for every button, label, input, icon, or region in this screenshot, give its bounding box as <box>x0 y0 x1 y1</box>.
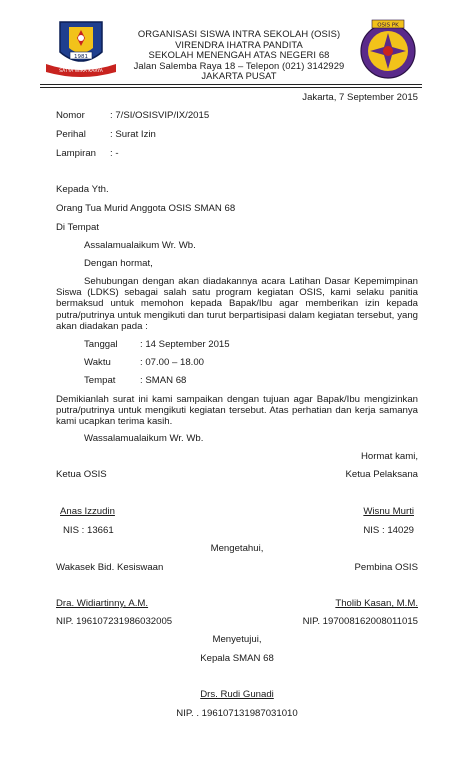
letterhead-name: VIRENDRA IHATRA PANDITA <box>175 38 303 50</box>
mengetahui-label: Mengetahui, <box>210 543 264 554</box>
wakasek-title: Wakasek Bid. Kesiswaan <box>56 562 164 573</box>
wakasek-nip: NIP. 196107231986032005 <box>56 616 173 627</box>
nomor-value: : 7/SI/OSISVIP/IX/2015 <box>110 110 210 121</box>
lampiran-value: : - <box>110 148 119 159</box>
letterhead-city: JAKARTA PUSAT <box>201 70 277 82</box>
nomor-label: Nomor <box>56 110 85 121</box>
header-divider-thin <box>40 87 422 88</box>
letterhead <box>122 29 356 82</box>
kepala-title: Kepala SMAN 68 <box>200 653 274 664</box>
recipient-place: Di Tempat <box>56 222 100 233</box>
ketua-osis-name: Anas Izzudin <box>60 506 115 517</box>
perihal-label: Perihal <box>56 129 86 140</box>
logo-year: 1981 <box>74 54 88 60</box>
letter-date: Jakarta, 7 September 2015 <box>302 92 418 103</box>
osis-logo <box>357 18 419 80</box>
hormat-kami: Hormat kami, <box>360 451 418 462</box>
perihal-value: : Surat Izin <box>110 129 156 140</box>
ketua-pelaksana-name: Wisnu Murti <box>363 506 414 517</box>
lampiran-label: Lampiran <box>56 148 96 159</box>
detail-value-tanggal: : 14 September 2015 <box>140 339 230 350</box>
body-paragraph-2: Demikianlah surat ini kami sampaikan dengan tujuan agar Bapak/Ibu mengizinkan putra/putrinya untuk mengikuti kegiatan tersebut. Atas perhatian dan kerja samanya kami ucapkan terima kasih. <box>56 394 418 428</box>
letterhead-address: Jalan Salemba Raya 18 – Telepon (021) 3142929 <box>133 59 345 71</box>
ketua-osis-nis: NIS : 13661 <box>63 525 114 536</box>
pembina-name: Tholib Kasan, M.M. <box>335 598 418 609</box>
ketua-pelaksana-title: Ketua Pelaksana <box>345 469 418 480</box>
pembina-nip: NIP. 197008162008011015 <box>302 616 418 627</box>
kepala-name: Drs. Rudi Gunadi <box>200 689 274 700</box>
detail-value-tempat: : SMAN 68 <box>140 375 187 386</box>
detail-label-tanggal: Tanggal <box>84 339 118 350</box>
recipient-name: Orang Tua Murid Anggota OSIS SMAN 68 <box>56 203 236 214</box>
school-logo <box>40 18 122 78</box>
opening-hormat: Dengan hormat, <box>84 258 153 269</box>
wakasek-name: Dra. Widiartinny, A.M. <box>56 598 149 609</box>
logo-motto: SATYA WIRA KARYA <box>59 69 103 74</box>
header-divider <box>40 84 422 85</box>
recipient-greeting: Kepada Yth. <box>56 184 109 195</box>
body-paragraph-1: Sehubungan dengan akan diadakannya acara Latihan Dasar Kepemimpinan Siswa (LDKS) sebagai salah satu program kegiatan OSIS, kami selaku panitia bermaksud untuk memohon kepada Bapak/Ibu agar memberikan izin kepada putra/putrinya untuk mengikuti dan turut berpartisipasi dalam kegiatan tersebut, yang akan diadakan pada : <box>56 276 418 332</box>
letterhead-org: ORGANISASI SISWA INTRA SEKOLAH (OSIS) <box>137 28 341 39</box>
logo-osis-text: OSIS PK <box>377 22 399 29</box>
opening-salam: Assalamualaikum Wr. Wb. <box>84 240 196 251</box>
kepala-nip: NIP. . 196107131987031010 <box>176 708 298 719</box>
pembina-title: Pembina OSIS <box>354 562 418 573</box>
letterhead-school: SEKOLAH MENENGAH ATAS NEGERI 68 <box>148 49 330 61</box>
menyetujui-label: Menyetujui, <box>212 634 262 645</box>
ketua-pelaksana-nis: NIS : 14029 <box>363 525 414 536</box>
closing-salam: Wassalamualaikum Wr. Wb. <box>84 433 204 444</box>
detail-value-waktu: : 07.00 – 18.00 <box>140 357 205 368</box>
detail-label-tempat: Tempat <box>84 375 116 386</box>
detail-label-waktu: Waktu <box>84 357 111 368</box>
ketua-osis-title: Ketua OSIS <box>56 469 107 480</box>
